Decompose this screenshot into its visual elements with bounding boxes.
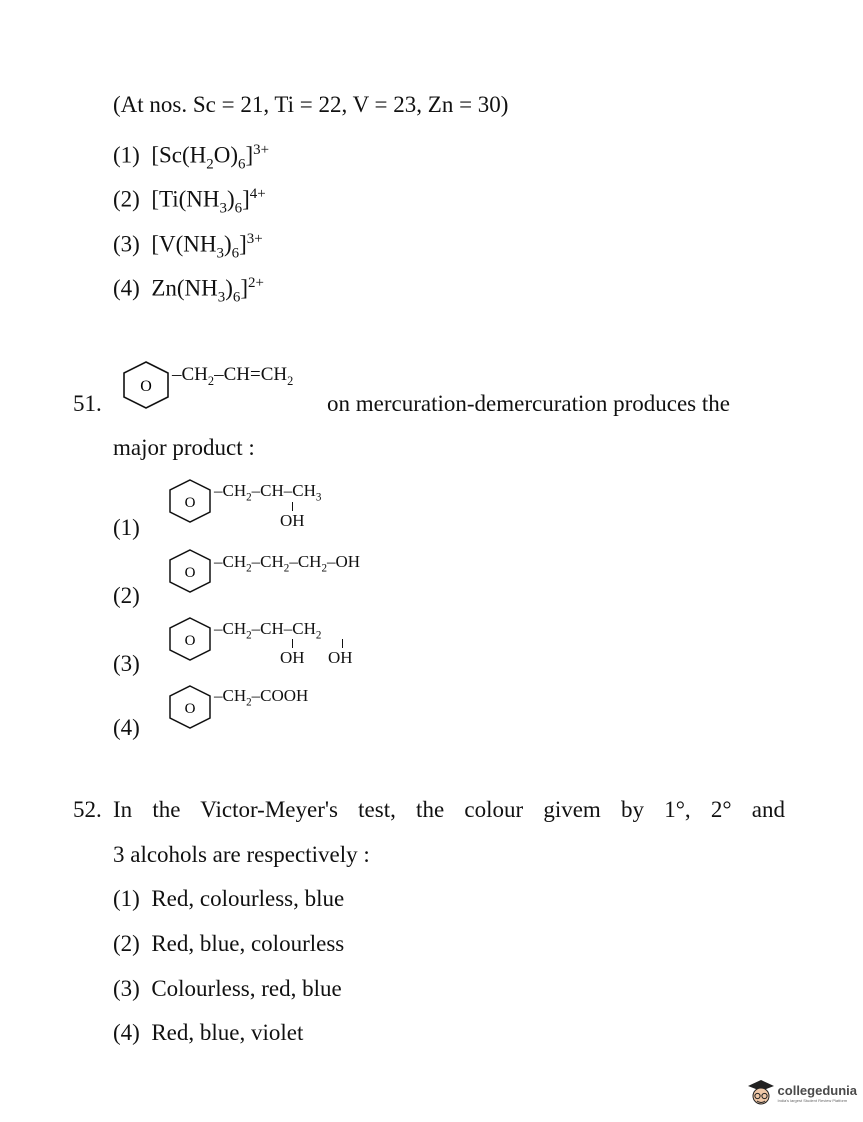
q50-option-3: (3) $[V(NH_3)_6]^{3+}$ <box>113 231 263 262</box>
benzene-ring-icon <box>120 360 172 410</box>
q51-option-4-chain: $-CH_2$–COOH <box>214 686 309 709</box>
atomic-numbers-note: (At nos. Sc = 21, Ti = 22, V = 23, Zn = 30) <box>113 92 509 117</box>
q50-option-2: (2) $[Ti(NH_3)_6]^{4+}$ <box>113 186 266 217</box>
svg-text:O: O <box>184 495 196 511</box>
q51-option-3-number: (3) <box>113 651 140 676</box>
q51-stem-line1: on mercuration-demercuration produces the <box>327 391 730 416</box>
q51-option-1-oh: OH <box>280 511 305 530</box>
q52-number: 52. <box>73 797 102 822</box>
q51-option-3-chain: $-CH_2-CH-CH_2$ <box>214 619 322 642</box>
bond-line <box>292 502 293 511</box>
q52-option-3: (3) Colourless, red, blue <box>113 976 342 1001</box>
q51-option-3-oh2: OH <box>328 648 353 667</box>
benzene-ring-icon <box>166 478 214 524</box>
q51-option-4-number: (4) <box>113 715 140 740</box>
logo-wordmark: collegedunia <box>777 1083 857 1098</box>
q52-option-1: (1) Red, colourless, blue <box>113 886 345 911</box>
benzene-symbol: O <box>140 378 152 395</box>
q51-stem-line2: major product : <box>113 435 255 460</box>
q52-option-2: (2) Red, blue, colourless <box>113 931 345 956</box>
bond-line <box>292 639 293 648</box>
benzene-ring-icon <box>166 616 214 662</box>
svg-text:O: O <box>184 701 196 717</box>
student-mascot-icon <box>747 1078 775 1108</box>
q51-option-3-oh1: OH <box>280 648 305 667</box>
q52-stem-line1: In the Victor-Meyer's test, the colour givem by 1°, 2° and <box>113 797 785 822</box>
benzene-ring-icon <box>166 684 214 730</box>
q51-reactant-chain: $-CH_2-CH=CH_2$ <box>172 364 294 388</box>
collegedunia-logo <box>747 1078 857 1108</box>
q50-option-4: (4) $Zn(NH_3)_6]^{2+}$ <box>113 275 264 306</box>
q52-option-4: (4) Red, blue, violet <box>113 1020 304 1045</box>
svg-text:O: O <box>184 633 196 649</box>
q51-option-2-number: (2) <box>113 583 140 608</box>
q52-stem-line2: 3 alcohols are respectively : <box>113 842 370 867</box>
q51-option-2-chain: $-CH_2-CH_2-CH_2-OH$ <box>214 552 361 575</box>
q50-option-1: (1) $[Sc(H_2O)_6]^{3+}$ <box>113 142 270 173</box>
benzene-ring-icon <box>166 548 214 594</box>
svg-text:O: O <box>184 565 196 581</box>
q51-option-1-chain: $-CH_2-CH-CH_3$ <box>214 481 322 504</box>
q51-option-1-number: (1) <box>113 515 140 540</box>
bond-line <box>342 639 343 648</box>
logo-tagline: India's largest Student Review Platform <box>777 1098 848 1103</box>
q51-number: 51. <box>73 391 102 416</box>
